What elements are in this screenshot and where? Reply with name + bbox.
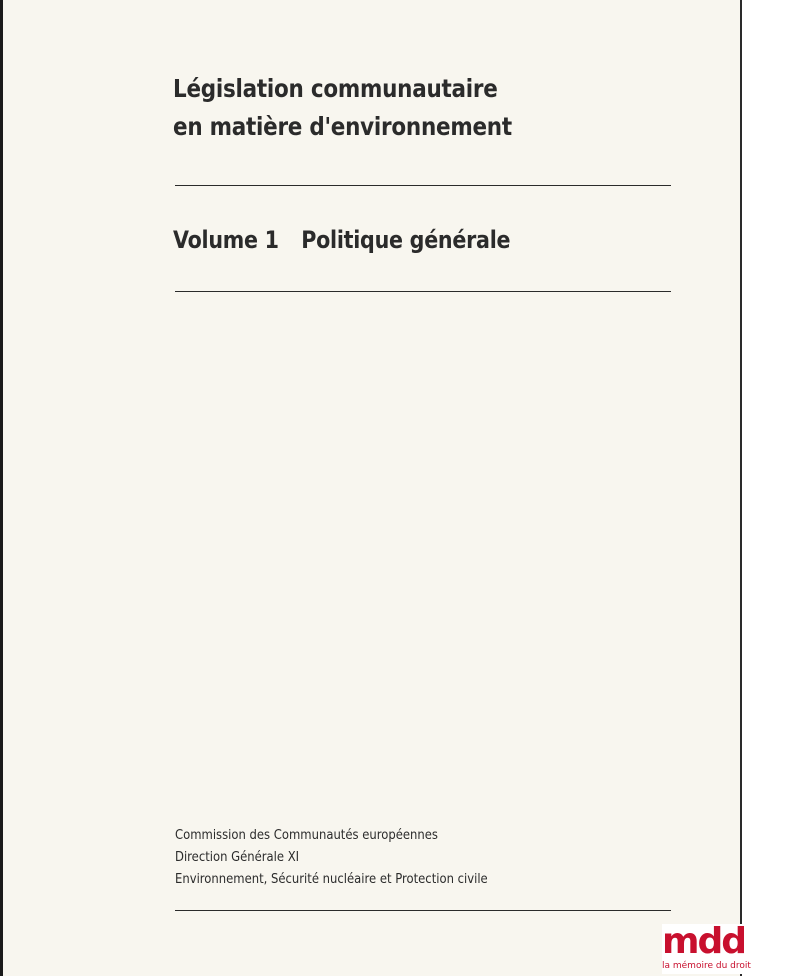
- mdd-logo: [662, 921, 751, 974]
- publisher-block: [175, 824, 488, 890]
- volume-label: Volume 1: [173, 226, 279, 254]
- bottom-divider: [175, 910, 671, 911]
- title-line-1: Législation communautaire: [173, 74, 498, 103]
- publisher-line-3: Environnement, Sécurité nucléaire et Protection civile: [175, 871, 488, 887]
- logo-tagline: la mémoire du droit: [662, 961, 751, 971]
- volume-subtitle: Politique générale: [301, 226, 511, 254]
- top-divider: [175, 185, 671, 186]
- publisher-line-1: Commission des Communautés européennes: [175, 827, 438, 843]
- document-title: [173, 70, 512, 146]
- volume-heading: [173, 226, 510, 254]
- publisher-line-2: Direction Générale XI: [175, 849, 300, 865]
- logo-mark: mdd: [662, 921, 746, 962]
- middle-divider: [175, 291, 671, 292]
- title-line-2: en matière d'environnement: [173, 112, 512, 141]
